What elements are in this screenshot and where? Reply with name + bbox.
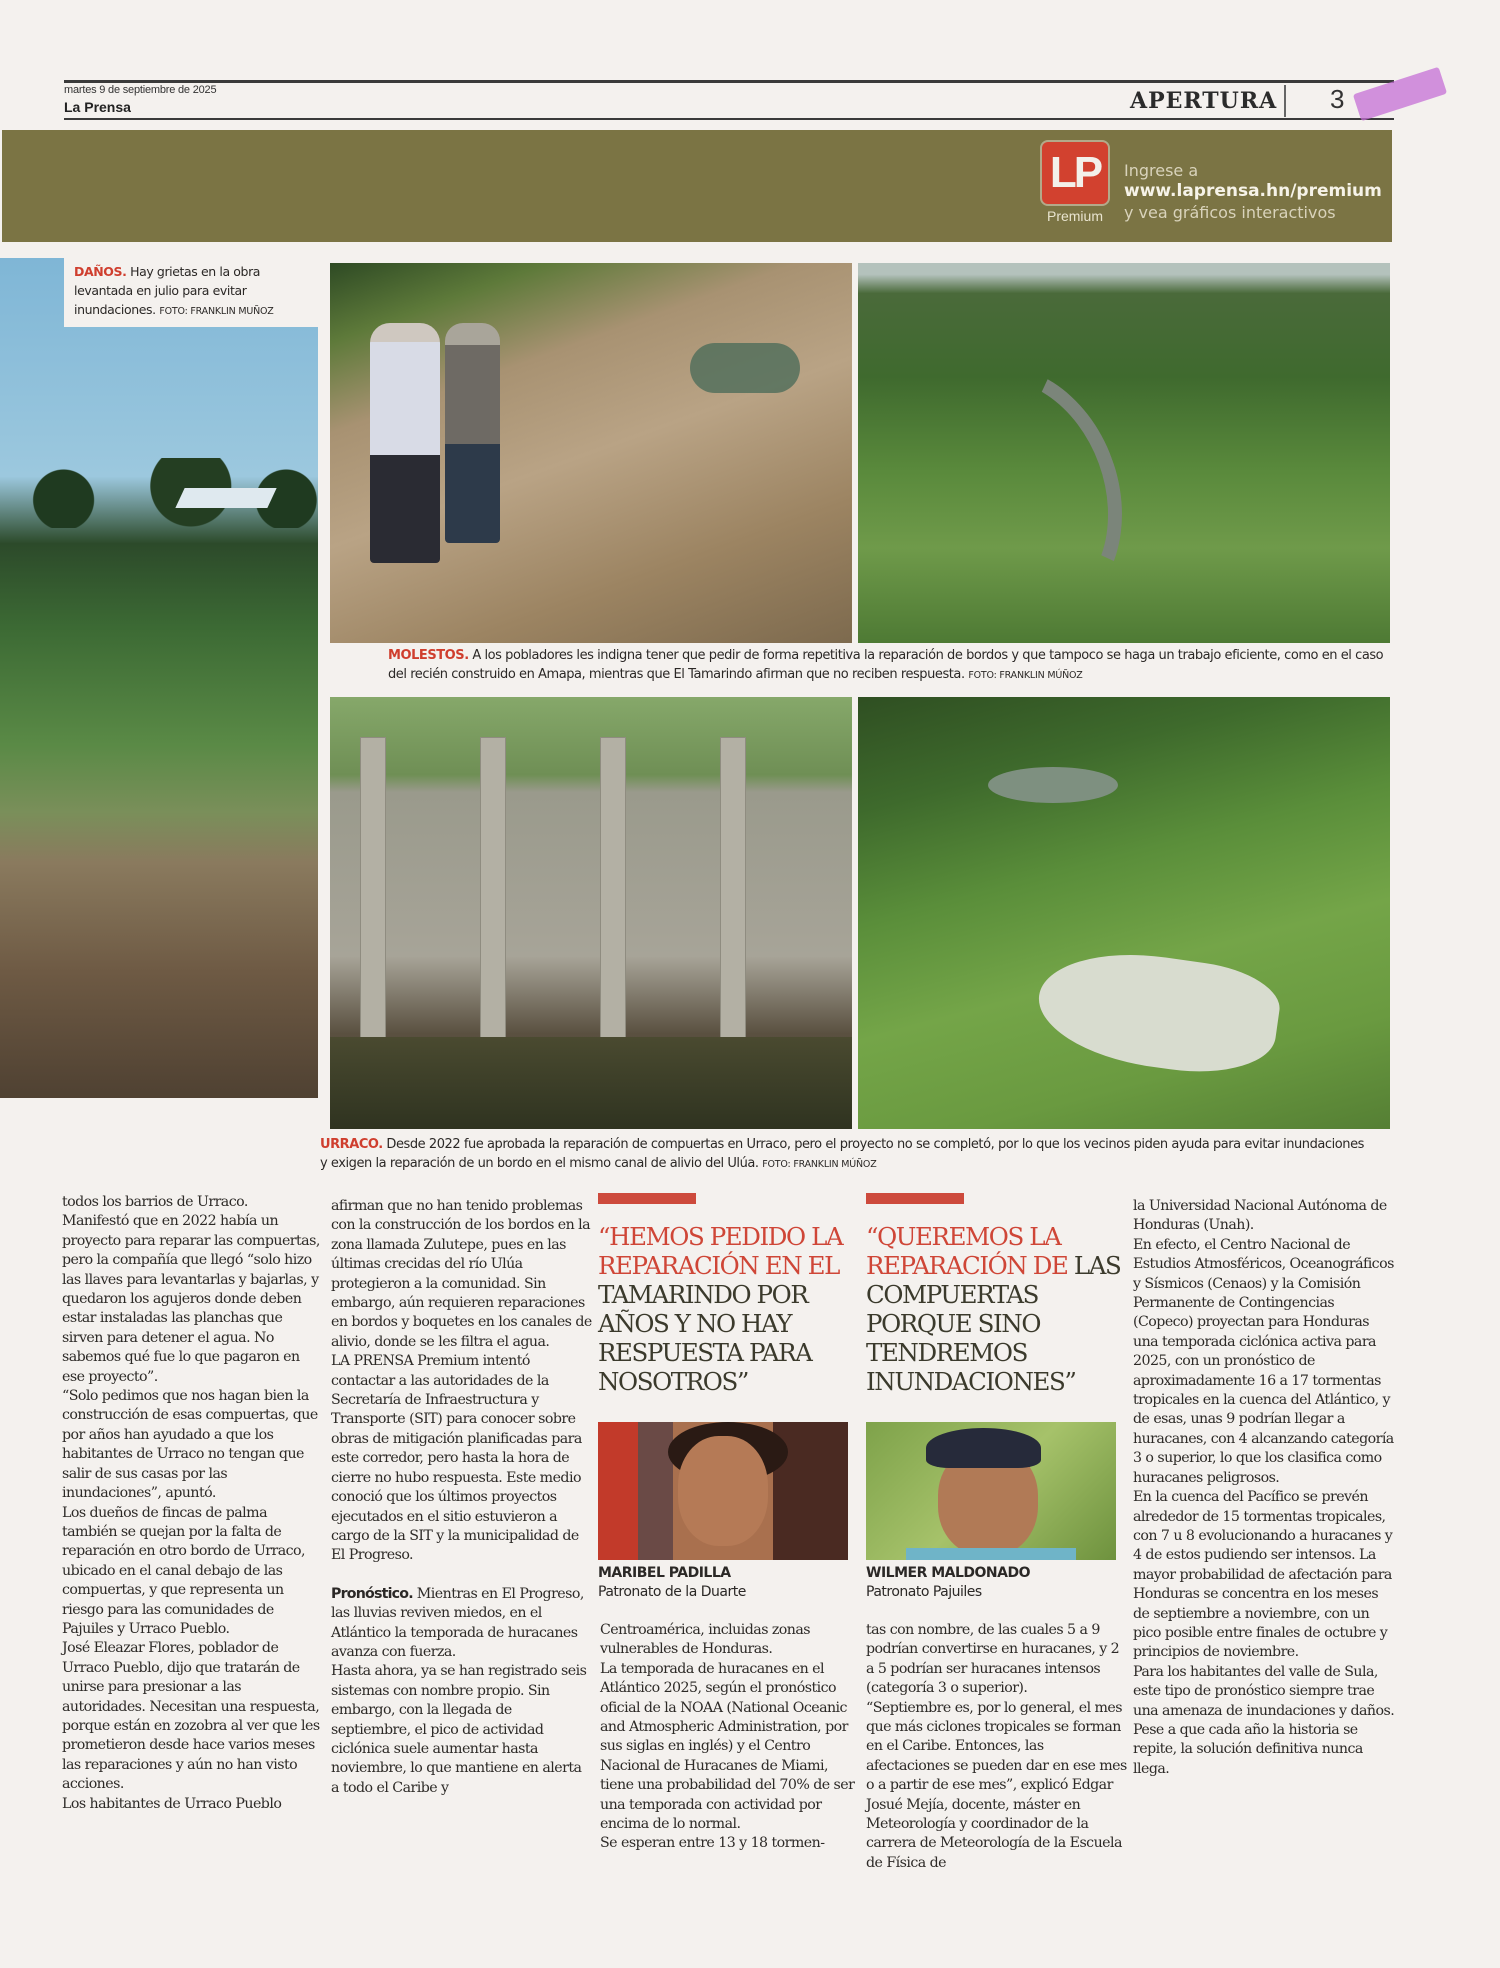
caption-kicker: DAÑOS. [74, 264, 127, 279]
pull-quote-2 [866, 1222, 1128, 1396]
photo-credit: FOTO: FRANKLIN MUÑOZ [159, 306, 274, 317]
photo-person [370, 323, 440, 563]
paragraph: Hasta ahora, ya se han registrado seis sistemas con nombre propio. Sin embargo, con la llegada de septiembre, el pico de actividad ciclónica suele aumentar hasta noviembre, lo que mantiene en alerta a todo el Caribe y [331, 1663, 587, 1796]
source-role: Patronato Pajuiles [866, 1584, 982, 1600]
caption-kicker: MOLESTOS. [388, 648, 469, 663]
caption-text: Desde 2022 fue aprobada la reparación de compuertas en Urraco, pero el proyecto no se completó, por lo que los vecinos piden ayuda para evitar inundaciones y exigen la reparación de un bordo en el mismo canal de alivio del Ulúa. [320, 1137, 1364, 1171]
photo-credit: FOTO: FRANKLIN MÚÑOZ [762, 1159, 877, 1170]
quote-accent-bar [866, 1193, 964, 1204]
photo-damaged-levee [0, 258, 318, 1098]
promo-line3: y vea gráficos interactivos [1124, 203, 1336, 222]
lp-premium-logo [1040, 140, 1110, 226]
photo-gate-pillar [480, 737, 506, 1067]
paragraph: Se esperan entre 13 y 18 tormen- [600, 1835, 825, 1852]
caption-text: Hay grietas en la obra levantada en julio para evitar inundaciones. [74, 264, 261, 317]
portrait-shirt [906, 1548, 1076, 1560]
photo-river [880, 337, 1157, 643]
section-title: APERTURA [1130, 88, 1278, 114]
caption-molestos [388, 646, 1390, 685]
header-bottom-rule [64, 118, 1394, 120]
quote-red-part: “HEMOS PEDIDO LA REPARACIÓN EN EL [598, 1222, 843, 1280]
caption-text: A los pobladores les indigna tener que pedir de forma repetitiva la reparación de bordos y que tampoco se haga un trabajo eficiente, como en el caso del recién construido en Amapa, mientras que El Tamarindo afirman que no reciben respuesta. [388, 648, 1384, 682]
paragraph: En efecto, el Centro Nacional de Estudios Atmosféricos, Oceanográficos y Sísmicos (Cenaos) y la Comisión Permanente de Contingencias (Copeco) proyectan para Honduras una temporada ciclónica activa para 2025, con un pronóstico de aproximadamente 16 a 17 tormentas tropicales en la cuenca del Atlántico, y de esas, unas 9 podrían llegar a huracanes, con 4 alcanzando categoría 3 o superior, lo que los clasifica como huracanes peligrosos. [1133, 1236, 1394, 1486]
premium-promo [1124, 160, 1382, 223]
promo-url[interactable]: www.laprensa.hn/premium [1124, 181, 1382, 201]
header-top-rule [64, 80, 1394, 83]
paragraph: LA PRENSA Premium intentó contactar a las autoridades de la Secretaría de Infraestructura y Transporte (SIT) para conocer sobre obras de mitigación planificadas para este corredor, pero hasta la hora de cierre no hubo respuesta. Este medio conoció que los últimos proyectos ejecutados en el sitio estuvieron a cargo de la SIT y la municipalidad de El Progreso. [331, 1353, 582, 1564]
photo-person [445, 323, 500, 543]
paragraph: Los habitantes de Urraco Pueblo [62, 1795, 282, 1812]
photo-floodgates [330, 697, 852, 1129]
article-column-3b [866, 1621, 1128, 1873]
promo-line1: Ingrese a [1124, 161, 1199, 180]
pull-quote-1 [598, 1222, 860, 1396]
paragraph: José Eleazar Flores, poblador de Urraco Pueblo, dijo que tratarán de unirse para presionar a las autoridades. Necesitan una respuesta, porque están en zozobra al ver que les prometieron desde hace varios meses las reparaciones y aún no han visto acciones. [62, 1640, 320, 1793]
source-role: Patronato de la Duarte [598, 1584, 746, 1600]
paragraph: Centroamérica, incluidas zonas vulnerables de Honduras. [600, 1622, 811, 1658]
quote-red-part: “QUEREMOS LA REPARACIÓN DE [866, 1222, 1068, 1280]
portrait-maribel-padilla [598, 1422, 848, 1560]
photo-residents-inspecting [330, 263, 852, 643]
portrait-cap [926, 1428, 1041, 1468]
quote-accent-bar [598, 1193, 696, 1204]
photo-stream [690, 343, 800, 393]
photo-gate-pillar [600, 737, 626, 1067]
paragraph: “Septiembre es, por lo general, el mes que más ciclones tropicales se forman en el Caribe. Entonces, las afectaciones se pueden dar en ese mes o a partir de ese mes”, explicó Edgar Josué Mejía, docente, máster en Meteorología y coordinador de la carrera de Meteorología de la Escuela de Física de [866, 1699, 1127, 1871]
photo-credit: FOTO: FRANKLIN MÚÑOZ [968, 670, 1083, 681]
lp-logo-letters: LP [1049, 148, 1101, 197]
photo-gate-pillar [720, 737, 746, 1067]
lp-logo-box [1040, 140, 1110, 206]
photo-house [175, 488, 276, 508]
photo-aerial-levee [858, 697, 1390, 1129]
paragraph: la Universidad Nacional Autónoma de Honduras (Unah). [1133, 1198, 1387, 1234]
source-name: MARIBEL PADILLA [598, 1565, 731, 1581]
highlighter-mark [1353, 67, 1447, 121]
paragraph: “Solo pedimos que nos hagan bien la construcción de esas compuertas, que por años han ayudado a que los habitantes de Urraco no tengan que salir de sus casas por las inundaciones”, apuntó. [62, 1388, 318, 1502]
paragraph: afirman que no han tenido problemas con la construcción de los bordos en la zona llamada Zulutepe, pues en las últimas crecidas del río Ulúa protegieron a la comunidad. Sin embargo, aún requieren reparaciones en bordos y boquetes en los canales de alivio, donde se les filtra el agua. [331, 1198, 592, 1350]
photo-water [330, 1037, 852, 1129]
article-column-1 [62, 1193, 324, 1814]
article-column-4 [1133, 1197, 1395, 1779]
newspaper-name: La Prensa [64, 99, 131, 115]
article-column-3a [600, 1621, 862, 1854]
quote-dark-part: LAS COMPUERTAS PORQUE SINO TENDREMOS INUNDACIONES” [866, 1251, 1121, 1396]
source-name: WILMER MALDONADO [866, 1565, 1031, 1581]
paragraph: Para los habitantes del valle de Sula, este tipo de pronóstico siempre trae una amenaza de inundaciones y daños. Pese a que cada año la historia se repite, la solución definitiva nunca llega. [1133, 1663, 1395, 1777]
subhead-text: Mientras en El Progreso, las lluvias reviven miedos, en el Atlántico la temporada de huracanes avanza con fuerza. [331, 1585, 584, 1660]
photo-aerial-palm-plantation [858, 263, 1390, 643]
paragraph: En la cuenca del Pacífico se prevén alrededor de 15 tormentas tropicales, con 7 u 8 evolucionando a huracanes y 4 de estos pudiendo ser intensos. La mayor probabilidad de afectación para Honduras se concentra en los meses de septiembre a noviembre, con un pico posible entre finales de octubre y principios de noviembre. [1133, 1489, 1393, 1661]
paragraph-with-subhead [331, 1585, 593, 1663]
article-column-2 [331, 1197, 593, 1798]
lp-logo-label: Premium [1046, 208, 1103, 224]
paragraph: todos los barrios de Urraco. [62, 1194, 248, 1210]
portrait-face [678, 1436, 768, 1546]
caption-urraco [320, 1135, 1370, 1174]
portrait-wilmer-maldonado [866, 1422, 1116, 1560]
issue-date: martes 9 de septiembre de 2025 [64, 84, 217, 96]
paragraph: La temporada de huracanes en el Atlántico 2025, según el pronóstico oficial de la NOAA (National Oceanic and Atmospheric Administration, por sus siglas en inglés) y el Centro Nacional de Huracanes de Miami, tiene una probabilidad del 70% de ser una temporada con actividad por encima de lo normal. [600, 1660, 855, 1833]
subhead-pronostico: Pronóstico. [331, 1585, 413, 1602]
quote-dark-part: TAMARINDO POR AÑOS Y NO HAY RESPUESTA PARA NOSOTROS” [598, 1280, 812, 1396]
photo-pond [988, 767, 1118, 803]
page-number: 3 [1330, 84, 1345, 114]
paragraph: tas con nombre, de las cuales 5 a 9 podrían convertirse en huracanes, y 2 a 5 podrían ser huracanes intensos (categoría 3 o superior). [866, 1622, 1120, 1697]
header-divider [1284, 85, 1286, 117]
caption-kicker: URRACO. [320, 1137, 383, 1152]
photo-gate-pillar [360, 737, 386, 1067]
paragraph: Manifestó que en 2022 había un proyecto para reparar las compuertas, pero la compañía que llegó “solo hizo las llaves para levantarlas y bajarlas, y quedaron los agujeros donde deben estar instaladas las planchas que sirven para detener el agua. No sabemos qué fue lo que pagaron en ese proyecto”. [62, 1213, 320, 1385]
caption-danos [64, 258, 318, 327]
photo-pond [1032, 941, 1285, 1083]
paragraph: Los dueños de fincas de palma también se quejan por la falta de reparación en otro bordo de Urraco, ubicado en el canal debajo de las compuertas, y que representa un riesgo para las comunidades de Pajuiles y Urraco Pueblo. [62, 1504, 306, 1637]
